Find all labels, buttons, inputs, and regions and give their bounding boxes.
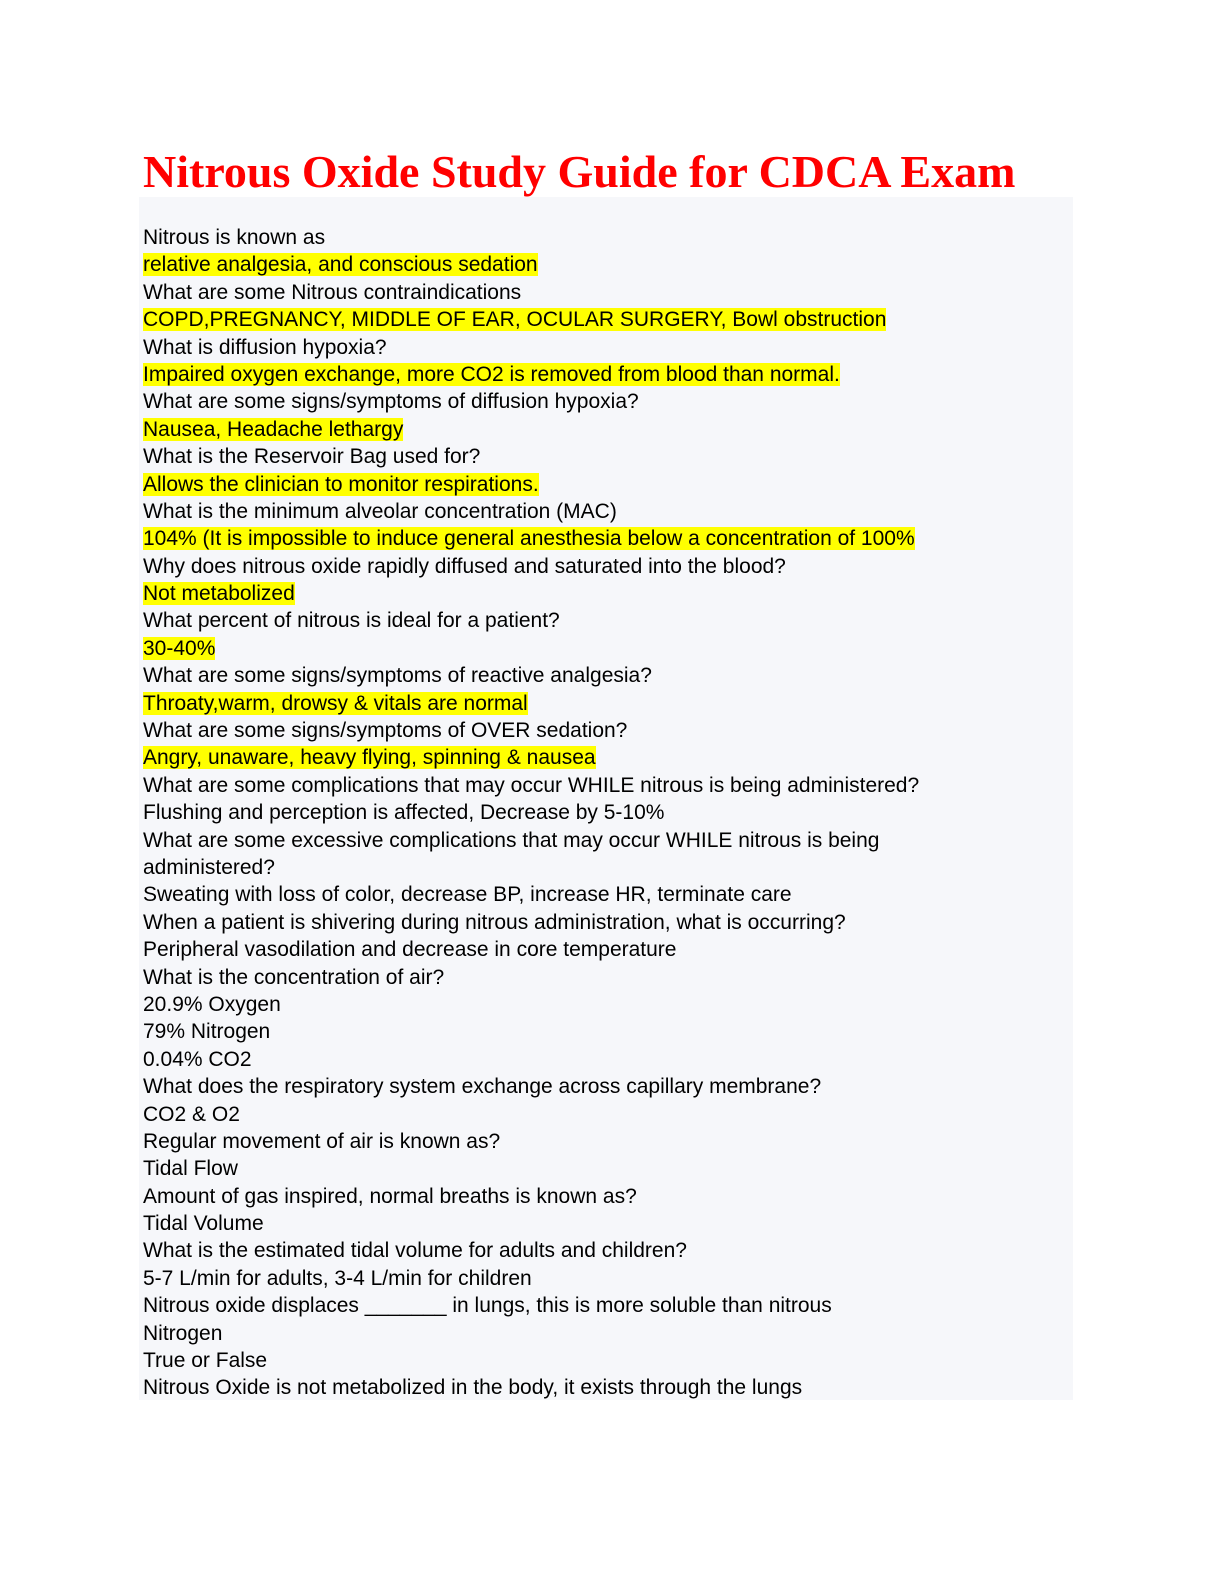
line-text: What are some excessive complications that may occur WHILE nitrous is being (143, 828, 880, 852)
text-line (143, 936, 919, 963)
line-text: COPD,PREGNANCY, MIDDLE OF EAR, OCULAR SURGERY, Bowl obstruction (143, 308, 887, 332)
text-line (143, 881, 919, 908)
text-line (143, 1320, 919, 1347)
line-text: True or False (143, 1349, 268, 1373)
line-text: What percent of nitrous is ideal for a patient? (143, 609, 560, 633)
highlighted-answer-line (143, 690, 919, 717)
text-line (143, 854, 919, 881)
line-text: Nitrous is known as (143, 226, 326, 249)
text-line (143, 662, 919, 689)
line-text: What are some signs/symptoms of diffusion hypoxia? (143, 390, 639, 414)
text-line (143, 553, 919, 580)
line-text: Not metabolized (143, 582, 295, 606)
study-guide-content (139, 197, 1073, 1400)
line-text: When a patient is shivering during nitrous administration, what is occurring? (143, 910, 846, 934)
line-text: What is the estimated tidal volume for adults and children? (143, 1239, 687, 1263)
text-line (143, 964, 919, 991)
line-text: Angry, unaware, heavy flying, spinning & nausea (143, 746, 596, 770)
highlighted-answer-line (143, 471, 919, 498)
line-text: Tidal Volume (143, 1212, 264, 1236)
text-line (143, 1210, 919, 1237)
text-line (143, 1347, 919, 1374)
text-line (143, 279, 919, 306)
line-text: What are some signs/symptoms of reactive analgesia? (143, 664, 652, 688)
line-text: CO2 & O2 (143, 1102, 240, 1126)
highlighted-answer-line (143, 361, 919, 388)
text-line (143, 991, 919, 1018)
line-text: Throaty,warm, drowsy & vitals are normal (143, 691, 528, 715)
text-line (143, 1018, 919, 1045)
line-text: 5-7 L/min for adults, 3-4 L/min for children (143, 1266, 532, 1290)
line-text: Peripheral vasodilation and decrease in core temperature (143, 938, 677, 962)
line-text: Tidal Flow (143, 1157, 238, 1181)
line-text: What are some complications that may occur WHILE nitrous is being administered? (143, 773, 920, 797)
line-text: 0.04% CO2 (143, 1047, 252, 1071)
line-text: Impaired oxygen exchange, more CO2 is removed from blood than normal. (143, 362, 840, 386)
line-text: Nitrous Oxide is not metabolized in the body, it exists through the lungs (143, 1376, 803, 1400)
line-text: Why does nitrous oxide rapidly diffused and saturated into the blood? (143, 554, 786, 578)
text-line (143, 1101, 919, 1128)
text-line (143, 1374, 919, 1401)
line-text: What are some signs/symptoms of OVER sedation? (143, 719, 628, 743)
line-text: 104% (It is impossible to induce general anesthesia below a concentration of 100% (143, 527, 915, 551)
text-line (143, 1073, 919, 1100)
text-line (143, 1265, 919, 1292)
text-line (143, 717, 919, 744)
text-line (143, 799, 919, 826)
text-line (143, 1155, 919, 1182)
line-text: Regular movement of air is known as? (143, 1129, 501, 1153)
line-text: What are some Nitrous contraindications (143, 280, 522, 304)
line-text: relative analgesia, and conscious sedation (143, 253, 538, 277)
text-line (143, 388, 919, 415)
text-line (143, 909, 919, 936)
text-line (143, 827, 919, 854)
line-text: What is the Reservoir Bag used for? (143, 445, 481, 469)
line-text: Sweating with loss of color, decrease BP, increase HR, terminate care (143, 883, 792, 907)
line-text: Allows the clinician to monitor respirations. (143, 472, 539, 496)
line-text: What is the concentration of air? (143, 965, 445, 989)
text-line (143, 224, 919, 251)
highlighted-answer-line (143, 251, 919, 278)
line-text: Flushing and perception is affected, Decrease by 5-10% (143, 801, 665, 825)
line-text: administered? (143, 855, 275, 879)
highlighted-answer-line (143, 416, 919, 443)
qa-line-list (143, 224, 919, 1402)
line-text: Nitrous oxide displaces _______ in lungs, this is more soluble than nitrous (143, 1294, 832, 1318)
text-line (143, 1128, 919, 1155)
highlighted-answer-line (143, 306, 919, 333)
text-line (143, 772, 919, 799)
highlighted-answer-line (143, 635, 919, 662)
text-line (143, 334, 919, 361)
text-line (143, 1183, 919, 1210)
highlighted-answer-line (143, 744, 919, 771)
line-text: 79% Nitrogen (143, 1020, 271, 1044)
line-text: Amount of gas inspired, normal breaths is known as? (143, 1184, 637, 1208)
line-text: What is the minimum alveolar concentration (MAC) (143, 499, 617, 523)
line-text: 20.9% Oxygen (143, 992, 281, 1016)
text-line (143, 1237, 919, 1264)
line-text: Nitrogen (143, 1321, 223, 1345)
text-line (143, 1046, 919, 1073)
text-line (143, 498, 919, 525)
text-line (143, 443, 919, 470)
line-text: Nausea, Headache lethargy (143, 417, 404, 441)
line-text: What is diffusion hypoxia? (143, 335, 387, 359)
highlighted-answer-line (143, 580, 919, 607)
line-text: What does the respiratory system exchange across capillary membrane? (143, 1075, 822, 1099)
line-text: 30-40% (143, 636, 216, 660)
text-line (143, 607, 919, 634)
document-title: Nitrous Oxide Study Guide for CDCA Exam (143, 146, 1016, 197)
text-line (143, 1292, 919, 1319)
highlighted-answer-line (143, 525, 919, 552)
